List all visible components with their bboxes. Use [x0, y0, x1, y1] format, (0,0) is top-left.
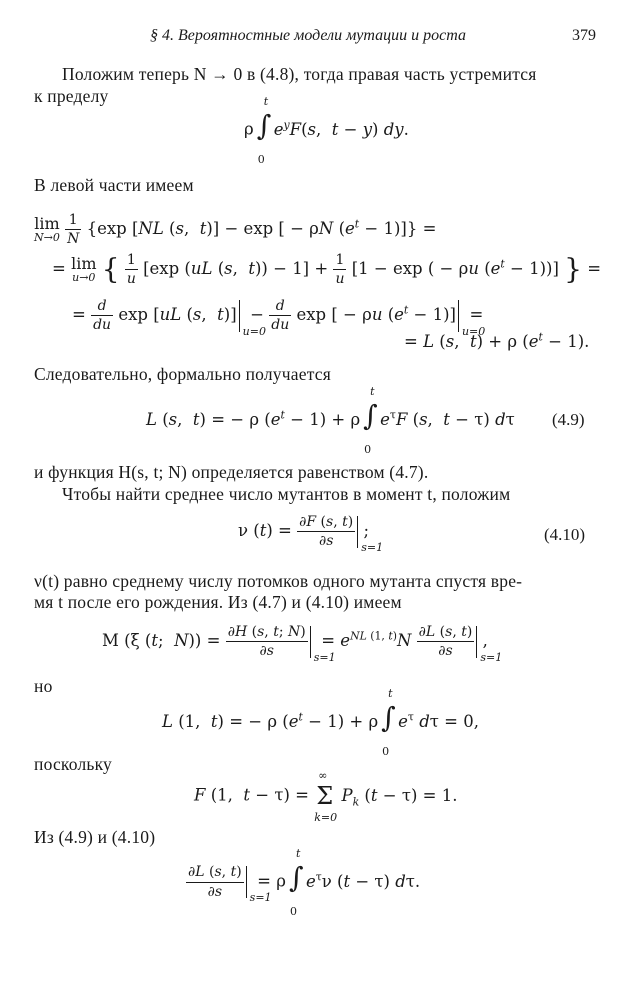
equation-lim-line-3: = $\frac{d}{du}$ exp [uL (s, t)] u=0 − $\frac{d}{du}$ exp [ − ρu $(e^t - 1)$] u=0 = [72, 298, 486, 338]
equation-number: (4.9) [552, 410, 585, 429]
equation-F1: F (1, t − τ) = ∞ Σ k=0 $P_k$ (t − τ) = 1. [194, 769, 458, 824]
page-number: 379 [572, 27, 596, 44]
equation-number: (4.10) [544, 525, 586, 544]
paragraph-line: и функция H(s, t; N) определяется равенством (4.7). [34, 462, 429, 482]
equation-4-9: L (s, t) = − ρ $(e^t - 1) + \rho$ ∫ t 0 $e^\tau F$ (s, t − τ) dτ [146, 385, 515, 456]
equation-mean-mutants: M (ξ (t; N)) = $\frac{\partial H (s, t; N)}{\partial s}$ s=1 = $e^{NL (1, t)}N$ $\frac{\partial L (s, t)}{\partial s}$ s=1 , [102, 624, 503, 664]
integral-icon: ∫ t 0 [381, 687, 396, 758]
paragraph-line: к пределу [34, 86, 109, 106]
equation-last: $\frac{\partial L (s, t)}{\partial s}$ s=1 = ρ ∫ t 0 $e^\tau\nu$ (t − τ) dτ. [188, 847, 421, 918]
integral-icon: ∫ t 0 [256, 95, 272, 166]
equation-L1: L (1, t) = − ρ $(e^t - 1) + \rho$ ∫ t 0 $e^\tau$ dτ = 0, [162, 687, 479, 758]
equation-lim-line-2: = lim u→0 { $\frac{1}{u}$ [exp (uL (s, t)) − 1] + $\frac{1}{u}$ [1 − exp ( − ρu $(e^t - 1)$)] } = [52, 252, 602, 288]
paragraph-line: но [34, 676, 53, 696]
paragraph-line: ν(t) равно среднему числу потомков одного мутанта спустя вре- [34, 571, 523, 591]
sum-icon: ∞ Σ k=0 [314, 769, 338, 824]
paragraph-line: Из (4.9) и (4.10) [34, 827, 156, 847]
equation-lim-line-4: = L (s, t) + ρ $(e^t - 1)$. [404, 330, 590, 351]
paragraph-line: В левой части имеем [34, 175, 194, 195]
equation-limit-integral: ρ ∫ t 0 $e^yF(s$, t − y) dy. [244, 95, 409, 166]
paragraph-line: поскольку [34, 754, 112, 774]
equation-lim-line-1: lim N→0 $\frac{1}{N}$ {exp [NL (s, t)] − exp [ − ρN $(e^t - 1)$]} = [34, 212, 437, 248]
running-header: § 4. Вероятностные модели мутации и роста [150, 27, 467, 44]
paragraph-line: Положим теперь N → 0 в (4.8), тогда правая часть устремится [62, 64, 537, 84]
equation-4-10: ν (t) = $\frac{\partial F (s, t)}{\partial s}$ s=1 ; [238, 514, 384, 554]
paragraph-line: мя t после его рождения. Из (4.7) и (4.10) имеем [34, 592, 402, 612]
paragraph-line: Следовательно, формально получается [34, 364, 331, 384]
paragraph-line: Чтобы найти среднее число мутантов в момент t, положим [62, 484, 511, 504]
integral-icon: ∫ t 0 [288, 847, 304, 918]
integral-icon: ∫ t 0 [363, 385, 378, 456]
